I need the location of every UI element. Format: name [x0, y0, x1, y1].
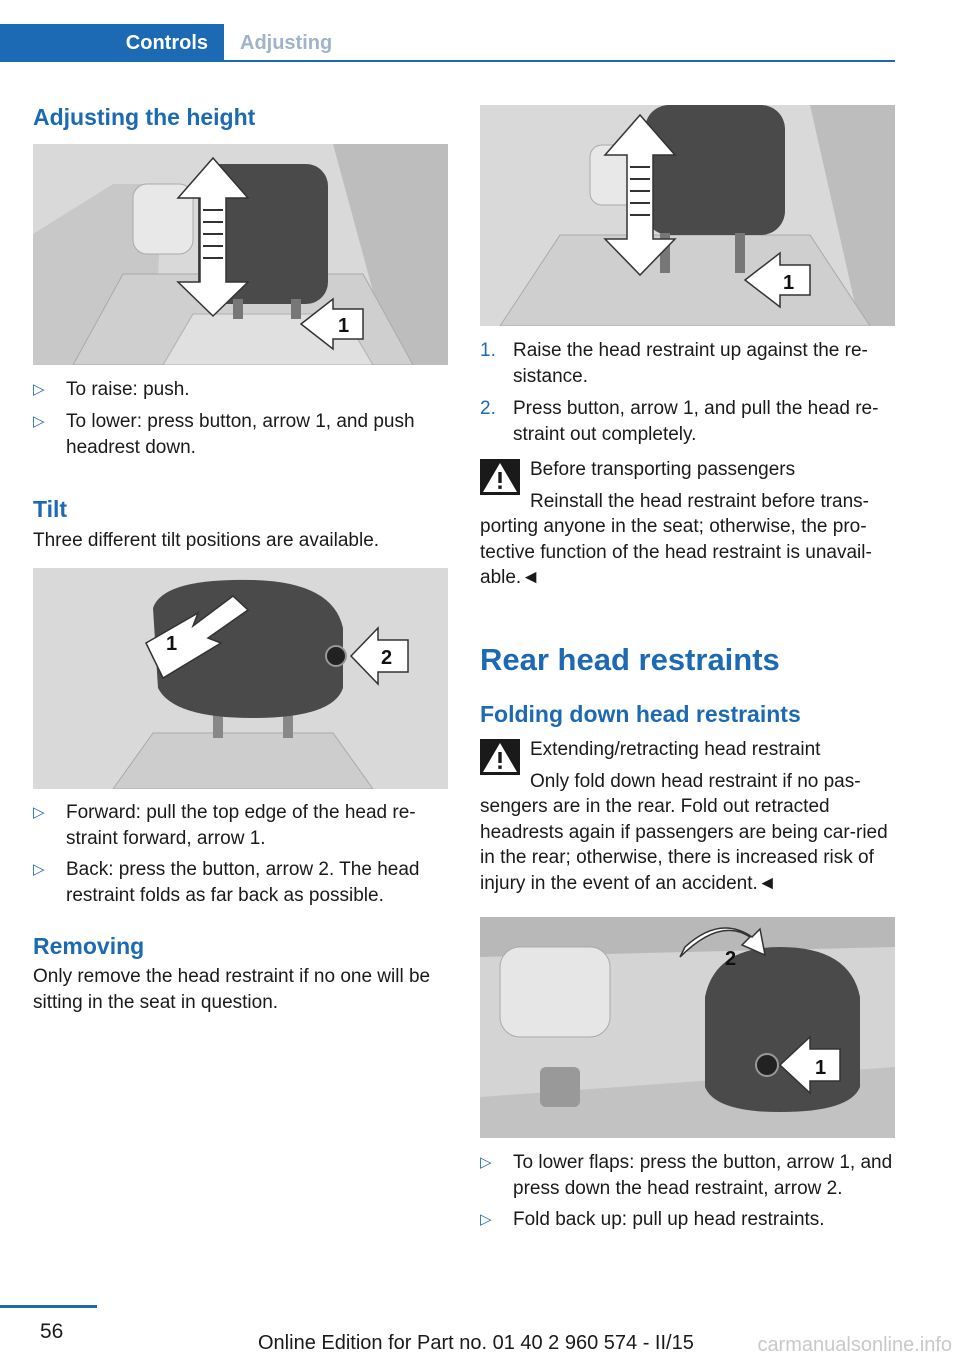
list-item: [480, 1150, 895, 1201]
illustration-height-adjust: [33, 144, 448, 365]
warning-title: Extending/retracting head restraint: [530, 739, 821, 760]
numbered-step: [480, 338, 895, 389]
warning-block: [480, 737, 895, 896]
bullet-icon: ▷: [33, 413, 45, 430]
bullet-icon: ▷: [33, 804, 45, 821]
section-tab-controls: Controls: [0, 24, 224, 62]
warning-triangle-icon: [480, 739, 520, 775]
bullet-icon: ▷: [33, 861, 45, 878]
edition-text: Online Edition for Part no. 01 40 2 960 574 - II/15: [258, 1332, 694, 1354]
header-rule: [0, 60, 895, 62]
heading-rear-head-restraints: Rear head restraints: [480, 642, 780, 677]
illustration-remove: [480, 105, 895, 326]
arrow-label: 1: [783, 272, 795, 294]
watermark: carmanualsonline.info: [757, 1334, 952, 1356]
warning-text: Only fold down head restraint if no pas-: [530, 770, 861, 792]
page-number: 56: [40, 1320, 64, 1343]
warning-body: [480, 769, 895, 897]
warning-title: Before transporting passengers: [530, 459, 796, 480]
list-item-text: Back: press the button, arrow 2. The head restraint folds as far back as possible.: [66, 859, 420, 906]
list-item: [33, 409, 448, 460]
arrow-label: 2: [381, 647, 393, 669]
warning-block: [480, 457, 895, 591]
footer-rule: [0, 1305, 97, 1308]
warning-text: porting anyone in the seat; otherwise, the pro-tective function of the head restraint is unavail-able.◄: [480, 516, 872, 588]
arrow-label: 1: [166, 633, 178, 655]
section-tab-adjusting: Adjusting: [240, 31, 333, 54]
heading-folding-down: Folding down head restraints: [480, 701, 801, 727]
removing-description: Only remove the head restraint if no one will be sitting in the seat in question.: [33, 966, 431, 1013]
warning-triangle-icon: [480, 459, 520, 495]
step-text: Press button, arrow 1, and pull the head re-straint out completely.: [513, 398, 879, 445]
list-item: [33, 800, 448, 851]
bullet-icon: ▷: [33, 381, 45, 398]
list-item-text: To lower: press button, arrow 1, and push headrest down.: [66, 411, 415, 458]
arrow-label: 2: [725, 948, 737, 970]
arrow-label: 1: [338, 315, 350, 337]
heading-tilt: Tilt: [33, 496, 68, 522]
heading-adjusting-height: Adjusting the height: [33, 104, 256, 130]
bullet-icon: ▷: [480, 1154, 492, 1171]
illustration-fold-down: [480, 917, 895, 1138]
list-item: [33, 377, 448, 403]
step-number: 1.: [480, 340, 496, 361]
numbered-step: [480, 396, 895, 447]
list-item: [33, 857, 448, 908]
list-item: [480, 1207, 895, 1233]
list-item-text: Forward: pull the top edge of the head re-straint forward, arrow 1.: [66, 802, 416, 849]
warning-body: [480, 489, 895, 591]
arrow-label: 1: [815, 1057, 827, 1079]
warning-text: Reinstall the head restraint before trans-: [530, 490, 870, 512]
illustration-tilt: [33, 568, 448, 789]
tilt-description: Three different tilt positions are available.: [33, 530, 380, 551]
list-item-text: Fold back up: pull up head restraints.: [513, 1209, 825, 1230]
step-number: 2.: [480, 398, 496, 419]
list-item-text: To lower flaps: press the button, arrow 1, and press down the head restraint, arrow 2.: [513, 1152, 893, 1199]
step-text: Raise the head restraint up against the re-sistance.: [513, 340, 868, 387]
list-item-text: To raise: push.: [66, 379, 190, 400]
warning-text: sengers are in the rear. Fold out retracted headrests again if passengers are being car-ried in the rear; otherwise, there is increased risk of injury in the event of an accident.◄: [480, 796, 888, 894]
heading-removing: Removing: [33, 933, 145, 959]
bullet-icon: ▷: [480, 1211, 492, 1228]
